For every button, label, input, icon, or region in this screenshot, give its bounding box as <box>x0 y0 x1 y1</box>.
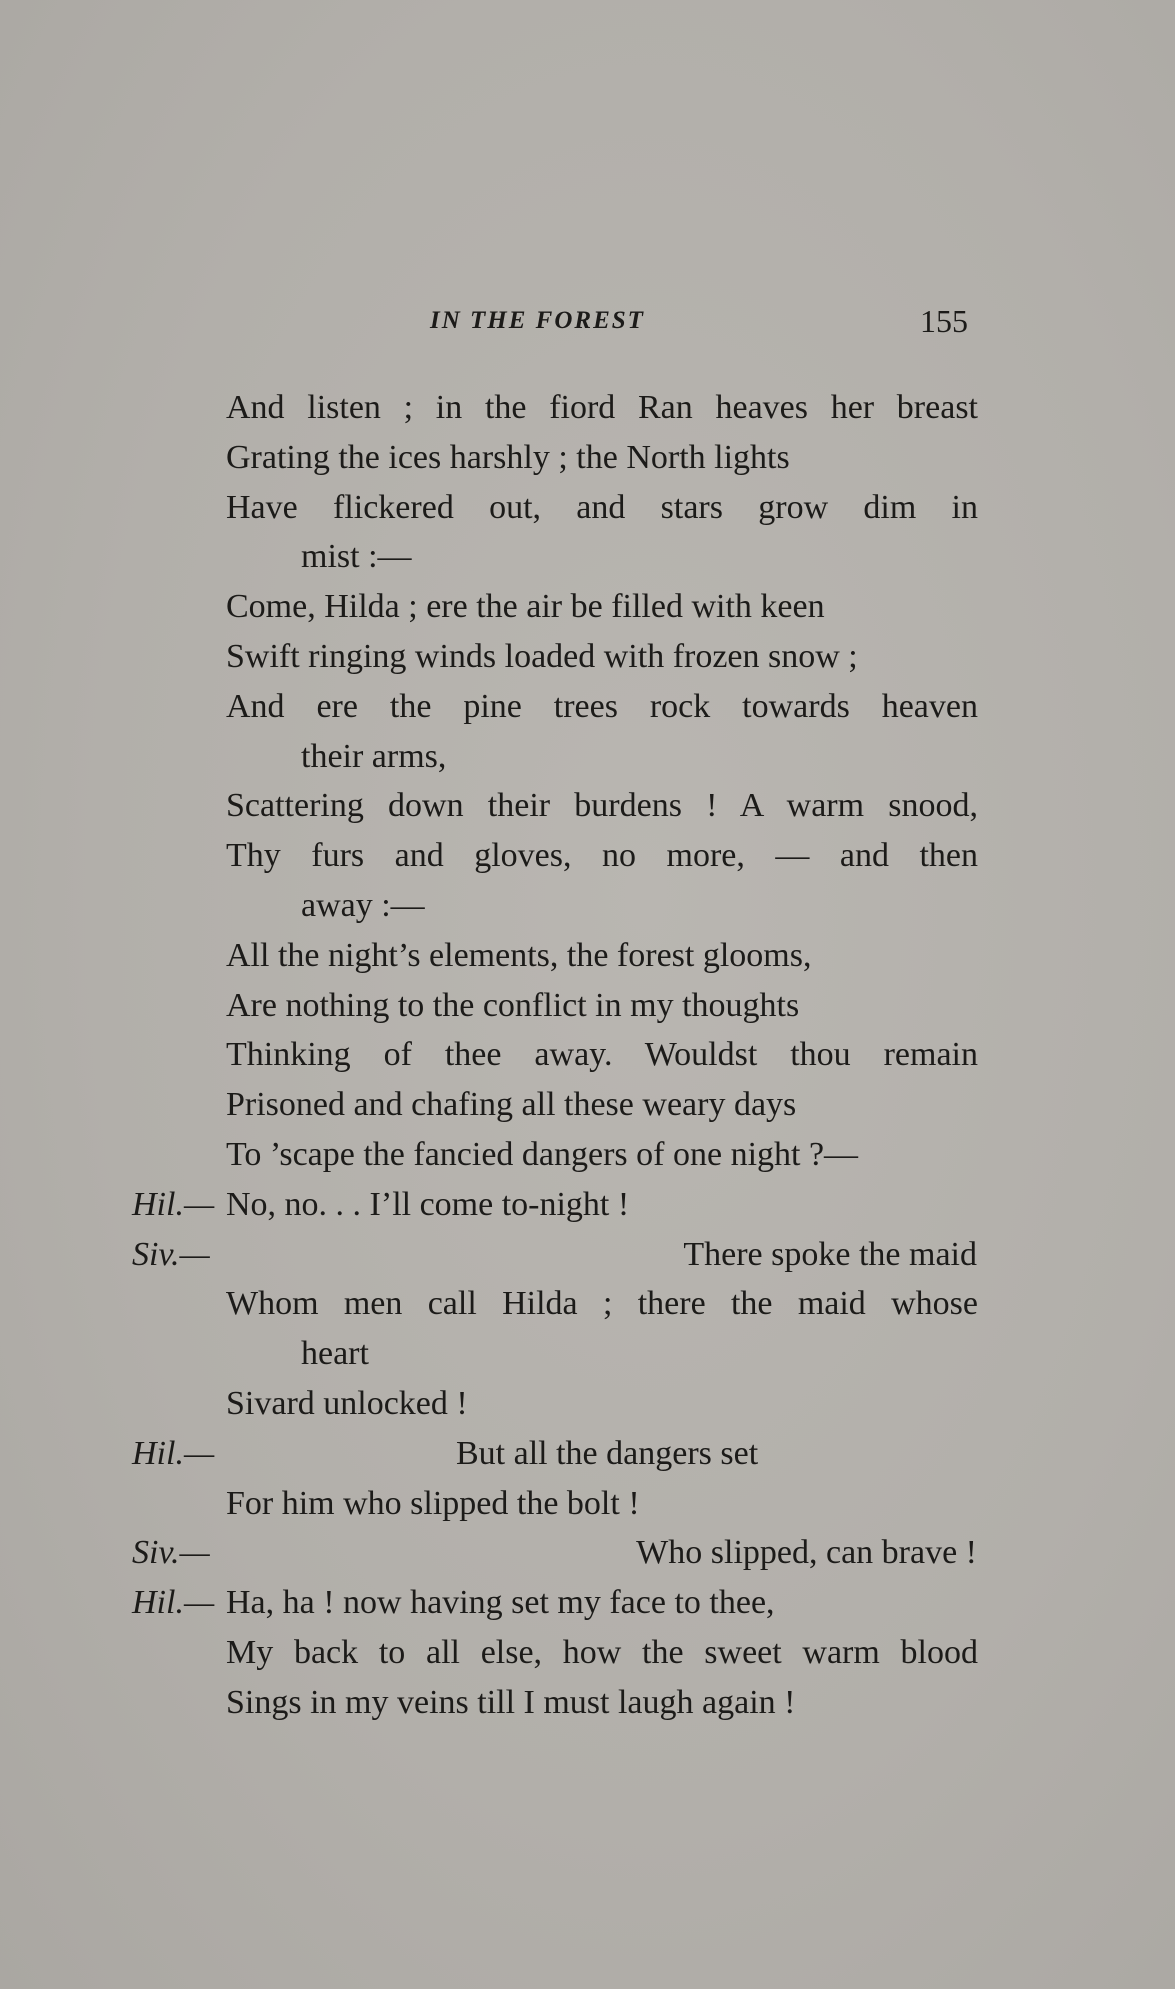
verse-line <box>0 383 1175 433</box>
verse-text: Scattering down their burdens ! A warm snood, <box>226 787 978 825</box>
speaker-label: Hil.— <box>132 1185 215 1223</box>
verse-line <box>0 1329 1175 1379</box>
verse-text: Are nothing to the conflict in my thoughts <box>226 986 800 1024</box>
verse-text: Whom men call Hilda ; there the maid whose <box>226 1285 978 1323</box>
running-head <box>0 303 1175 343</box>
verse-text: Prisoned and chafing all these weary days <box>226 1086 797 1124</box>
verse-line <box>0 1230 1175 1280</box>
verse-text: Thinking of thee away. Wouldst thou remain <box>226 1036 978 1074</box>
verse-line <box>0 1379 1175 1429</box>
verse-text: And ere the pine trees rock towards heaven <box>226 687 978 725</box>
verse-text: their arms, <box>301 737 447 775</box>
verse-text: And listen ; in the fiord Ran heaves her breast <box>226 389 978 426</box>
verse-line <box>0 682 1175 732</box>
verse-line <box>0 532 1175 582</box>
verse-text: But all the dangers set <box>456 1434 759 1472</box>
verse-line <box>0 1479 1175 1529</box>
verse-text: mist :— <box>301 538 412 576</box>
speaker-label: Siv.— <box>132 1534 210 1572</box>
verse-text: Have flickered out, and stars grow dim in <box>226 488 978 526</box>
verse-text: Thy furs and gloves, no more, — and then <box>226 837 978 875</box>
verse-line <box>0 831 1175 881</box>
verse-line <box>0 632 1175 682</box>
speaker-label: Siv.— <box>132 1235 210 1273</box>
verse-text: For him who slipped the bolt ! <box>226 1484 640 1522</box>
verse-block <box>0 383 1175 1728</box>
verse-line <box>0 732 1175 782</box>
verse-line <box>0 1429 1175 1479</box>
verse-line <box>0 1528 1175 1578</box>
verse-text: Sivard unlocked ! <box>226 1384 468 1422</box>
verse-text: heart <box>301 1335 369 1373</box>
verse-text: Sings in my veins till I must laugh again ! <box>226 1683 796 1721</box>
verse-text: Ha, ha ! now having set my face to thee, <box>226 1584 775 1622</box>
verse-text: Grating the ices harshly ; the North lights <box>226 438 790 476</box>
verse-line <box>0 881 1175 931</box>
verse-line <box>0 1279 1175 1329</box>
verse-line <box>0 1130 1175 1180</box>
speaker-label: Hil.— <box>132 1584 215 1622</box>
verse-line <box>0 1578 1175 1628</box>
verse-text: To ’scape the fancied dangers of one night ?— <box>226 1135 859 1173</box>
verse-text: All the night’s elements, the forest glooms, <box>226 936 812 974</box>
verse-text: away :— <box>301 886 425 924</box>
verse-text: My back to all else, how the sweet warm blood <box>226 1633 978 1671</box>
speaker-label: Hil.— <box>132 1434 215 1472</box>
verse-text: No, no. . . I’ll come to-night ! <box>226 1185 630 1223</box>
verse-line <box>0 1030 1175 1080</box>
verse-text: Come, Hilda ; ere the air be filled with keen <box>226 588 825 626</box>
verse-text: Swift ringing winds loaded with frozen snow ; <box>226 637 858 675</box>
running-title: IN THE FOREST <box>430 307 645 334</box>
verse-line <box>0 1678 1175 1728</box>
verse-line <box>0 931 1175 981</box>
verse-line <box>0 1628 1175 1678</box>
verse-line <box>0 433 1175 483</box>
verse-line <box>0 582 1175 632</box>
verse-line <box>0 981 1175 1031</box>
verse-line <box>0 1080 1175 1130</box>
verse-line <box>0 483 1175 533</box>
page-number: 155 <box>920 303 968 339</box>
verse-line <box>0 781 1175 831</box>
verse-text: Who slipped, can brave ! <box>636 1534 977 1572</box>
verse-line <box>0 1180 1175 1230</box>
verse-text: There spoke the maid <box>683 1235 977 1273</box>
